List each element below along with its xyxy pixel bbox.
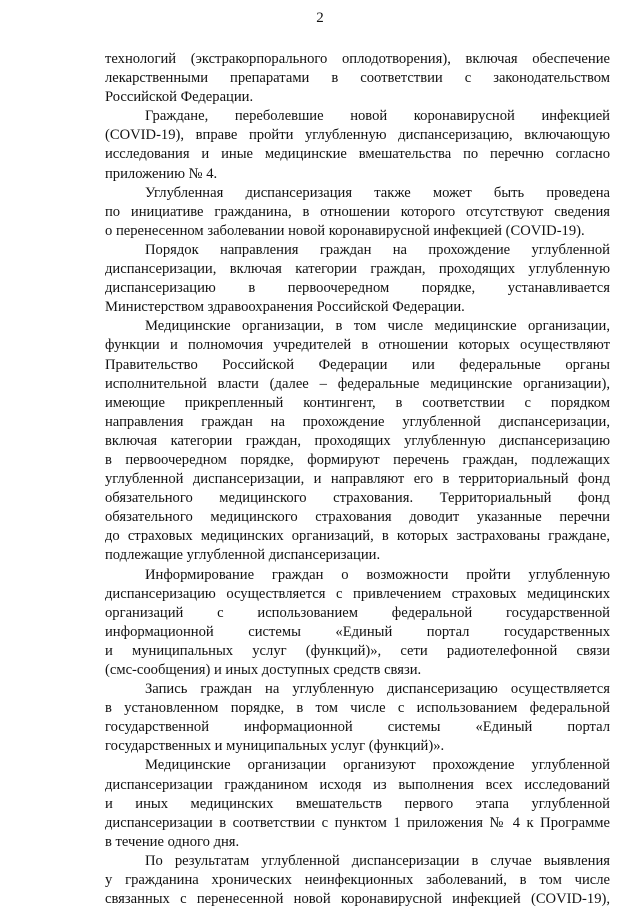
text-line: связанных с перенесенной новой коронавирусной инфекцией (COVID-19), <box>105 891 610 908</box>
text-line: у гражданина хронических неинфекционных заболеваний, в том числе <box>105 872 610 889</box>
text-line: диспансеризацию в первоочередном порядке, устанавливается <box>105 280 610 297</box>
page-number: 2 <box>316 10 324 26</box>
text-line: Медицинские организации, в том числе медицинские организации, <box>145 318 610 335</box>
text-line: углубленной диспансеризации, и направляют его в территориальный фонд <box>105 471 610 488</box>
paragraph <box>105 680 610 756</box>
text-line: диспансеризации в соответствии с пунктом 1 приложения № 4 к Программе <box>105 814 610 831</box>
text-line: подлежащие углубленной диспансеризации. <box>105 547 381 564</box>
text-line: диспансеризацию осуществляется с привлечением страховых медицинских <box>105 585 610 602</box>
text-line: организаций с использованием федеральной государственной <box>105 604 610 621</box>
text-line: диспансеризации гражданином исходя из выполнения всех исследований <box>105 776 610 793</box>
text-line: приложению № 4. <box>105 165 218 182</box>
text-line: обязательного медицинского страхования доводит указанные перечни <box>105 509 610 526</box>
text-line: имеющие прикрепленный контингент, в соответствии с порядком <box>105 394 610 411</box>
paragraph <box>105 50 610 107</box>
text-line: и иных медицинских вмешательств первого этапа углубленной <box>105 795 610 812</box>
text-line: (COVID-19), вправе пройти углубленную диспансеризацию, включающую <box>105 127 610 144</box>
text-line: (смс-сообщения) и иных доступных средств связи. <box>105 662 422 678</box>
text-line: Министерством здравоохранения Российской Федерации. <box>105 299 465 316</box>
text-line: в установленном порядке, в том числе с использованием федеральной <box>105 700 610 717</box>
text-line: По результатам углубленной диспансеризации в случае выявления <box>145 852 610 869</box>
paragraph <box>105 317 610 565</box>
paragraph <box>105 566 610 681</box>
text-line: обязательного медицинского страхования. Территориальный фонд <box>105 490 610 507</box>
text-line: информационной системы «Единый портал государственных <box>105 623 610 640</box>
text-line: и муниципальных услуг (функций)», сети радиотелефонной связи <box>105 642 610 659</box>
document-body <box>105 50 610 909</box>
text-line: до страховых медицинских организаций, в которых застрахованы граждане, <box>105 528 610 545</box>
text-line: Медицинские организации организуют прохождение углубленной <box>145 757 610 774</box>
text-line: в течение одного дня. <box>105 833 240 850</box>
text-line: Правительство Российской Федерации или федеральные органы <box>105 356 610 373</box>
text-line: Граждане, переболевшие новой коронавирусной инфекцией <box>145 108 610 125</box>
text-line: Порядок направления граждан на прохождение углубленной <box>145 241 610 258</box>
text-line: Запись граждан на углубленную диспансеризацию осуществляется <box>145 681 610 698</box>
text-line: Российской Федерации. <box>105 89 254 106</box>
paragraph <box>105 756 610 851</box>
text-line: включая категории граждан, проходящих углубленную диспансеризацию <box>105 432 610 449</box>
paragraph <box>105 184 610 241</box>
paragraph <box>105 241 610 317</box>
text-line: Информирование граждан о возможности пройти углубленную <box>145 566 610 583</box>
text-line: лекарственными препаратами в соответствии с законодательством <box>105 70 610 87</box>
text-line: в первоочередном порядке, формируют перечень граждан, подлежащих <box>105 451 610 468</box>
text-line: технологий (экстракорпорального оплодотворения), включая обеспечение <box>105 51 610 67</box>
text-line: исследования и иные медицинские вмешательства по перечню согласно <box>105 146 610 163</box>
text-line: функции и полномочия учредителей в отношении которых осуществляют <box>105 337 610 354</box>
paragraph <box>105 852 610 909</box>
text-line: по инициативе гражданина, в отношении которого отсутствуют сведения <box>105 203 610 220</box>
text-line: Углубленная диспансеризация также может быть проведена <box>145 184 610 201</box>
text-line: о перенесенном заболевании новой коронавирусной инфекцией (COVID-19). <box>105 222 585 239</box>
text-line: исполнительной власти (далее – федеральные медицинские организации), <box>105 375 610 392</box>
text-line: направления граждан на прохождение углубленной диспансеризации, <box>105 413 610 430</box>
paragraph <box>105 107 610 183</box>
text-line: государственных и муниципальных услуг (функций)». <box>105 738 445 755</box>
text-line: государственной информационной системы «Единый портал <box>105 719 610 736</box>
text-line: диспансеризации, включая категории граждан, проходящих углубленную <box>105 261 610 278</box>
